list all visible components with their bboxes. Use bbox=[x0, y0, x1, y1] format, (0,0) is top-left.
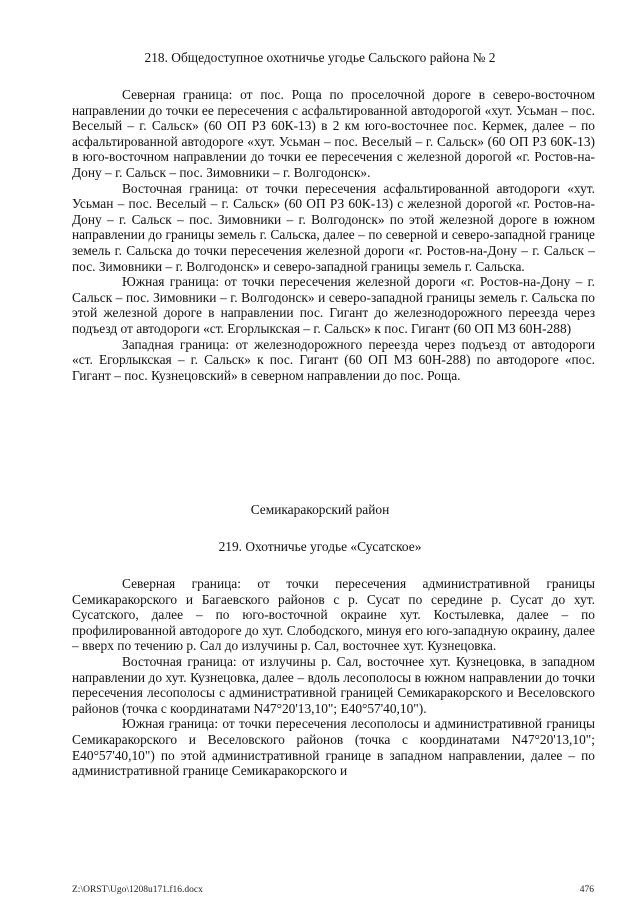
section-219-body bbox=[72, 576, 595, 779]
district-heading: Семикаракорский район bbox=[250, 502, 390, 517]
section-218-title: 218. Общедоступное охотничье угодье Сальского района № 2 bbox=[144, 50, 496, 65]
paragraph-west-boundary-218: Западная граница: от железнодорожного переезда через подъезд от автодороги «ст. Егорлыкская – г. Сальск» к пос. Гигант (60 ОП МЗ 60Н-288) по автодороге «пос. Гигант – пос. Кузнецовский» в северном направлении до пос. Роща. bbox=[72, 336, 595, 383]
section-218-body bbox=[72, 87, 595, 383]
paragraph-north-boundary-219: Северная граница: от точки пересечения административной границы Семикаракорского и Багаевского районов с р. Сусат по середине р. Сусат до хут. Сусатского, далее – по юго-восточной окраине хут. Костылевка, далее – по профилированной автодороге до хут. Слободского, минуя его юго-западную окраину, далее – вверх по течению р. Сал до излучины р. Сал, восточнее хут. Кузнецовка. bbox=[72, 576, 595, 654]
footer-page-number: 476 bbox=[579, 885, 594, 895]
paragraph-east-boundary-219: Восточная граница: от излучины р. Сал, восточнее хут. Кузнецовка, в западном направлении до хут. Кузнецовка, далее – вдоль лесополосы в южном направлении до точки пересечения лесополосы с административной границей Семикаракорского и Веселовского районов (точка с координатами N47°20'13,10"; E40°57'40,10"). bbox=[72, 653, 595, 716]
section-219-title: 219. Охотничье угодье «Сусатское» bbox=[218, 539, 422, 554]
footer-file-path: Z:\ORST\Ugo\1208u171.f16.docx bbox=[72, 885, 203, 895]
paragraph-south-boundary-218: Южная граница: от точки пересечения железной дороги «г. Ростов-на-Дону – г. Сальск – пос. Зимовники – г. Волгодонск» и северо-западной границы земель г. Сальска по этой железной дороге в направлении пос. Гигант до железнодорожного переезда через подъезд от автодороги «ст. Егорлыкская – г. Сальск» к пос. Гигант (60 ОП МЗ 60Н-288) bbox=[72, 274, 595, 336]
paragraph-south-boundary-219: Южная граница: от точки пересечения лесополосы и административной границы Семикаракорского и Веселовского районов (точка с координатами N47°20'13,10"; E40°57'40,10") по этой административной границе в западном направлении, далее – по административной границе Семикаракорского и bbox=[72, 716, 595, 779]
paragraph-north-boundary-218: Северная граница: от пос. Роща по проселочной дороге в северо-восточном направлении до точки ее пересечения с асфальтированной автодорогой «хут. Усьман – пос. Веселый – г. Сальск» (60 ОП РЗ 60К-13) в 2 км юго-восточнее пос. Кермек, далее – по асфальтированной автодороге «хут. Усьман – пос. Веселый – г. Сальск» (60 ОП РЗ 60К-13) в юго-восточном направлении до точки ее пересечения с железной дорогой «г. Ростов-на-Дону – г. Сальск – пос. Зимовники – г. Волгодонск». bbox=[72, 87, 595, 180]
paragraph-east-boundary-218: Восточная граница: от точки пересечения асфальтированной автодороги «хут. Усьман – пос. Веселый – г. Сальск» (60 ОП РЗ 60К-13) с железной дорогой «г. Ростов-на-Дону – г. Сальск – пос. Зимовники – г. Волгодонск» по этой железной дороге в южном направлении до границы земель г. Сальска, далее – по северной и северо-западной границе земель г. Сальска до точки пересечения железной дороги «г. Ростов-на-Дону – г. Сальск – пос. Зимовники – г. Волгодонск» и северо-западной границы земель г. Сальска. bbox=[72, 180, 595, 274]
